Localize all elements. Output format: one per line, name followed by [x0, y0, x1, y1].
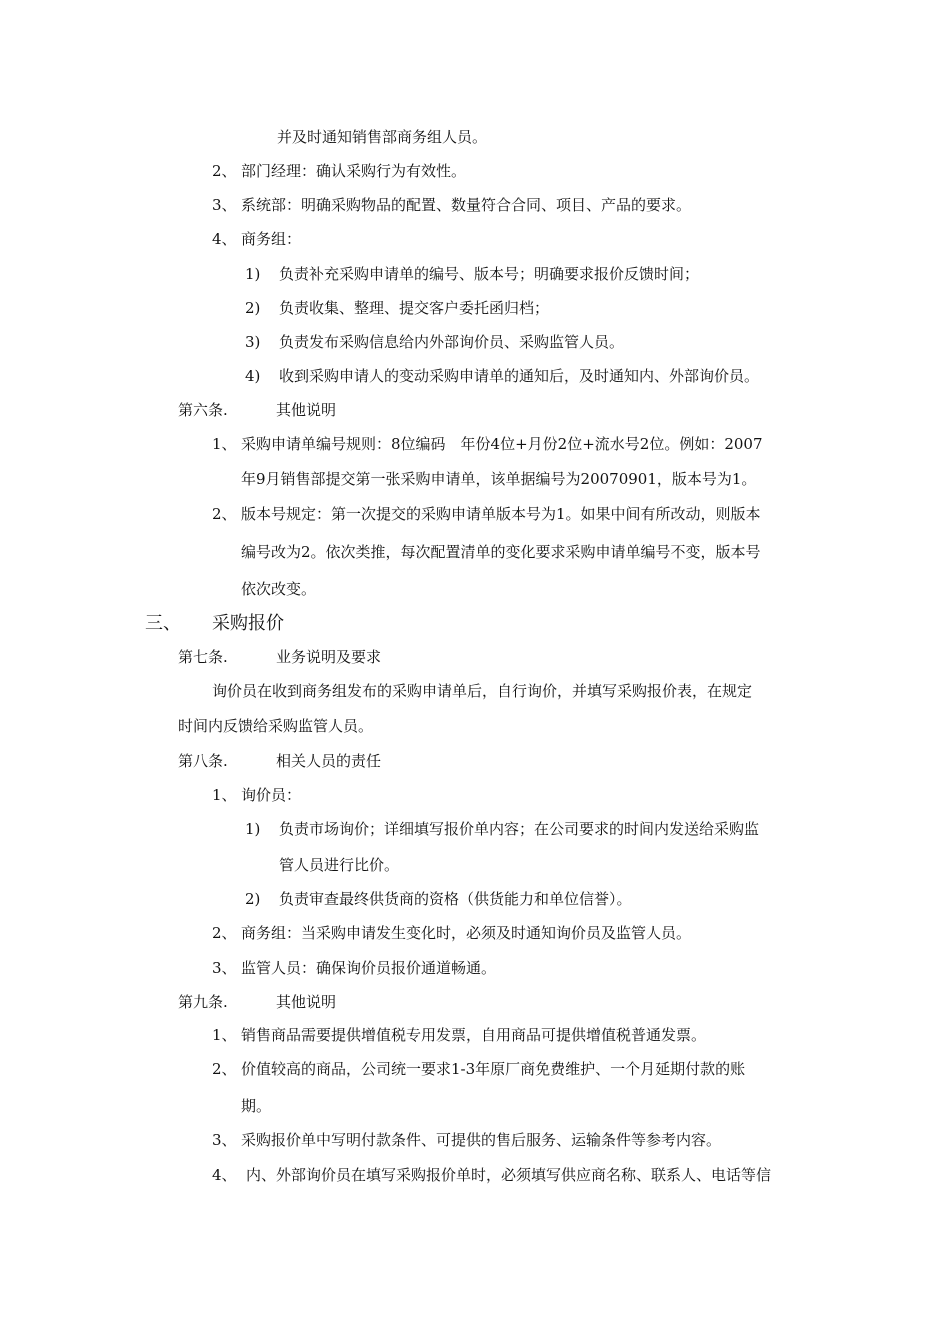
- article-label: 第七条.: [178, 648, 228, 666]
- article-label: 第六条.: [178, 401, 228, 419]
- text-line: 采购报价单中写明付款条件、可提供的售后服务、运输条件等参考内容。: [241, 1131, 722, 1149]
- text-line: 系统部：明确采购物品的配置、数量符合合同、项目、产品的要求。: [241, 196, 692, 214]
- section-number: 三、: [145, 613, 181, 634]
- text-line: 收到采购申请人的变动采购申请单的通知后，及时通知内、外部询价员。: [279, 367, 760, 385]
- text-line: 负责市场询价；详细填写报价单内容；在公司要求的时间内发送给采购监: [279, 820, 760, 838]
- sub-item-number: 1): [245, 265, 261, 283]
- article-title: 相关人员的责任: [276, 752, 382, 770]
- text-line: 监管人员：确保询价员报价通道畅通。: [241, 959, 497, 977]
- text-line: 版本号规定：第一次提交的采购申请单版本号为1。如果中间有所改动，则版本: [241, 505, 761, 523]
- text-line: 负责发布采购信息给内外部询价员、采购监管人员。: [279, 333, 625, 351]
- text-line: 负责收集、整理、提交客户委托函归档；: [279, 299, 550, 317]
- item-number: 2、: [212, 505, 237, 523]
- text-line: 内、外部询价员在填写采购报价单时，必须填写供应商名称、联系人、电话等信: [246, 1166, 772, 1184]
- text-line: 采购申请单编号规则：8位编码 年份4位+月份2位+流水号2位。例如：2007: [241, 435, 763, 453]
- item-number: 1、: [212, 1026, 237, 1044]
- text-line: 部门经理：确认采购行为有效性。: [241, 162, 467, 180]
- sub-item-number: 3): [245, 333, 261, 351]
- text-line: 商务组：: [241, 230, 302, 248]
- text-line: 负责审查最终供货商的资格（供货能力和单位信誉）。: [279, 890, 632, 908]
- text-line: 询价员在收到商务组发布的采购申请单后，自行询价，并填写采购报价表，在规定: [212, 682, 753, 700]
- text-line: 商务组：当采购申请发生变化时，必须及时通知询价员及监管人员。: [241, 924, 692, 942]
- text-line: 编号改为2。依次类推，每次配置清单的变化要求采购申请单编号不变，版本号: [241, 543, 761, 561]
- item-number: 1、: [212, 786, 237, 804]
- article-title: 其他说明: [276, 993, 337, 1011]
- item-number: 1、: [212, 435, 237, 453]
- text-line: 负责补充采购申请单的编号、版本号；明确要求报价反馈时间；: [279, 265, 700, 283]
- text-line: 价值较高的商品，公司统一要求1-3年原厂商免费维护、一个月延期付款的账: [241, 1060, 746, 1078]
- sub-item-number: 1): [245, 820, 261, 838]
- item-number: 4、: [212, 1166, 237, 1184]
- article-label: 第九条.: [178, 993, 228, 1011]
- item-number: 2、: [212, 162, 237, 180]
- article-label: 第八条.: [178, 752, 228, 770]
- text-line: 期。: [241, 1097, 272, 1115]
- text-line: 依次改变。: [241, 580, 317, 598]
- sub-item-number: 2): [245, 299, 261, 317]
- item-number: 3、: [212, 196, 237, 214]
- text-line: 时间内反馈给采购监管人员。: [178, 717, 374, 735]
- item-number: 2、: [212, 1060, 237, 1078]
- text-line: 年9月销售部提交第一张采购申请单，该单据编号为20070901，版本号为1。: [241, 470, 757, 488]
- text-line: 询价员：: [241, 786, 302, 804]
- item-number: 3、: [212, 1131, 237, 1149]
- text-line: 销售商品需要提供增值税专用发票，自用商品可提供增值税普通发票。: [241, 1026, 707, 1044]
- article-title: 业务说明及要求: [276, 648, 382, 666]
- item-number: 2、: [212, 924, 237, 942]
- text-line: 管人员进行比价。: [279, 856, 400, 874]
- item-number: 3、: [212, 959, 237, 977]
- sub-item-number: 2): [245, 890, 261, 908]
- article-title: 其他说明: [276, 401, 337, 419]
- section-title: 采购报价: [212, 613, 284, 634]
- text-line: 并及时通知销售部商务组人员。: [277, 128, 488, 146]
- sub-item-number: 4): [245, 367, 261, 385]
- item-number: 4、: [212, 230, 237, 248]
